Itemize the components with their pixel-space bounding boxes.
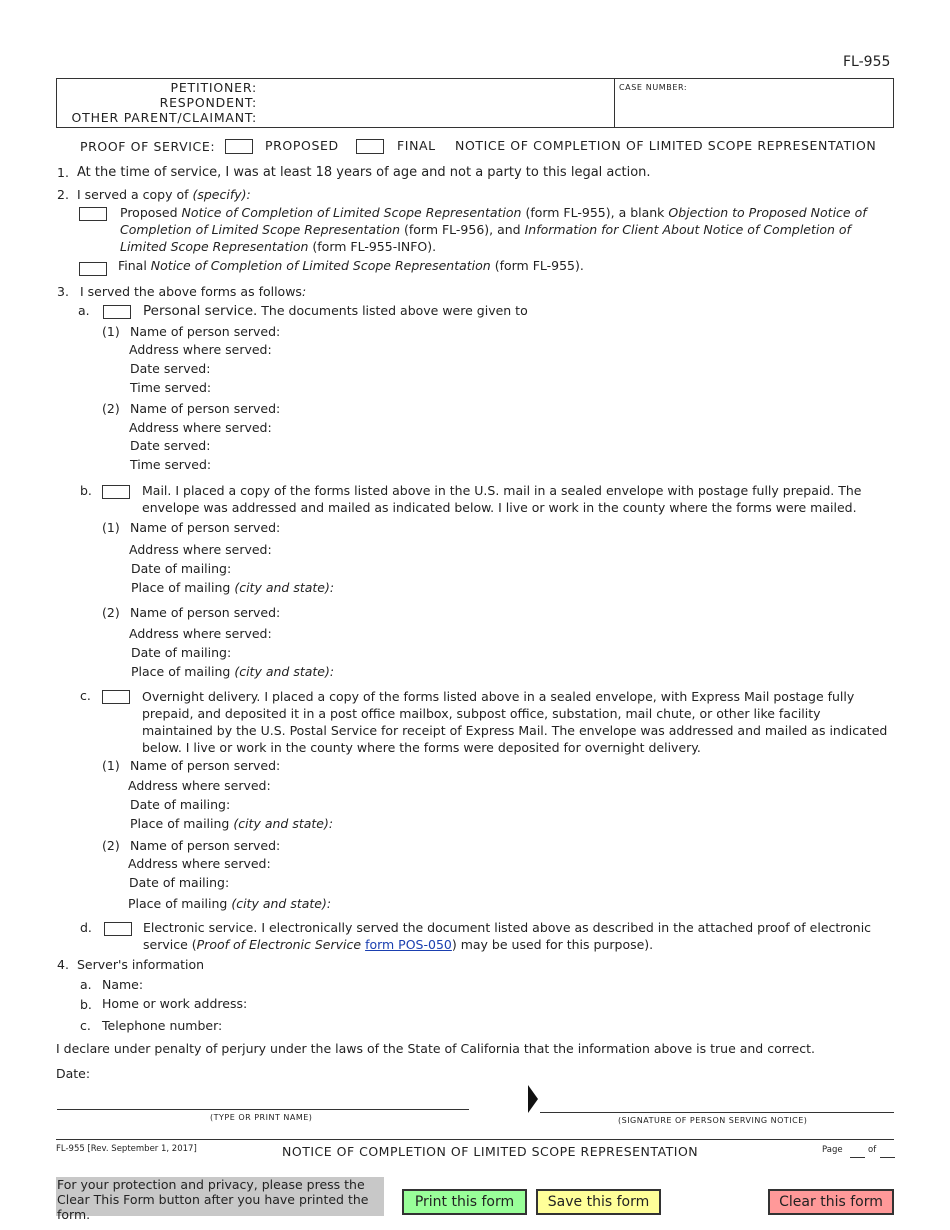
type-name-caption: (TYPE OR PRINT NAME) <box>210 1113 313 1122</box>
personal-2-name-label: Name of person served: <box>130 401 281 416</box>
overnight-1-address-label: Address where served: <box>128 778 271 793</box>
mail-text: Mail. I placed a copy of the forms listed above in the U.S. mail in a sealed envelope with postage fully prepaid. The envelope was addressed and mailed as indicated below. I live or work in the county where the forms were mailed. <box>142 483 862 515</box>
case-number-field[interactable] <box>616 94 892 126</box>
served-final-text: Final Notice of Completion of Limited Scope Representation (form FL-955). <box>118 258 584 273</box>
server-name-label: Name: <box>102 977 144 992</box>
pos-050-link[interactable]: form POS-050 <box>365 937 452 952</box>
mail-2-place-label: Place of mailing (city and state): <box>131 664 335 679</box>
item-2-intro: I served a copy of (specify): <box>77 187 251 202</box>
overnight-2-name-label: Name of person served: <box>130 838 281 853</box>
overnight-1-name-label: Name of person served: <box>130 758 281 773</box>
item-3a-letter: a. <box>78 303 90 318</box>
party-names-field[interactable] <box>258 80 612 126</box>
mail-1-place-label: Place of mailing (city and state): <box>131 580 335 595</box>
clear-button[interactable]: Clear this form <box>768 1189 894 1215</box>
overnight-checkbox[interactable] <box>102 690 130 704</box>
of-label: of <box>868 1145 877 1155</box>
case-number-label: CASE NUMBER: <box>619 83 688 92</box>
overnight-1-place-label: Place of mailing (city and state): <box>130 816 334 831</box>
overnight-2-place-label: Place of mailing (city and state): <box>128 896 332 911</box>
served-proposed-checkbox[interactable] <box>79 207 107 221</box>
proof-of-service-label: PROOF OF SERVICE: <box>80 139 216 154</box>
item-3-number: 3. <box>57 284 69 299</box>
personal-service-checkbox[interactable] <box>103 305 131 319</box>
total-pages-field[interactable] <box>880 1157 895 1158</box>
mail-2-address-label: Address where served: <box>129 626 272 641</box>
proposed-label: PROPOSED <box>265 138 339 153</box>
privacy-note: For your protection and privacy, please press the Clear This Form button after you have printed the form. <box>56 1177 384 1216</box>
type-name-line[interactable] <box>57 1109 469 1110</box>
mail-1-name-label: Name of person served: <box>130 520 281 535</box>
declaration-text: I declare under penalty of perjury under the laws of the State of California that the information above is true and correct. <box>56 1041 815 1056</box>
overnight-2-number: (2) <box>102 838 120 853</box>
personal-1-address-label: Address where served: <box>129 342 272 357</box>
personal-1-number: (1) <box>102 324 120 339</box>
page-label: Page <box>822 1145 843 1155</box>
personal-2-number: (2) <box>102 401 120 416</box>
footer-title: NOTICE OF COMPLETION OF LIMITED SCOPE REPRESENTATION <box>282 1144 699 1159</box>
mail-2-date-label: Date of mailing: <box>131 645 232 660</box>
item-1-number: 1. <box>57 165 69 180</box>
personal-2-address-label: Address where served: <box>129 420 272 435</box>
print-button[interactable]: Print this form <box>402 1189 527 1215</box>
served-proposed-text: Proposed Notice of Completion of Limited Scope Representation (form FL-955), a blank Objection to Proposed Notice of Completion of Limited Scope Representation (form FL-956), and Information for Client About Notice of Completion of Limited Scope Representation (form FL-955-INFO). <box>120 205 867 254</box>
server-address-letter: b. <box>80 997 92 1012</box>
personal-2-date-label: Date served: <box>130 438 211 453</box>
final-label: FINAL <box>397 138 436 153</box>
personal-1-date-label: Date served: <box>130 361 211 376</box>
page-number-field[interactable] <box>850 1157 865 1158</box>
overnight-1-number: (1) <box>102 758 120 773</box>
overnight-2-date-label: Date of mailing: <box>129 875 230 890</box>
mail-1-address-label: Address where served: <box>129 542 272 557</box>
form-number: FL-955 <box>843 54 891 70</box>
mail-1-number: (1) <box>102 520 120 535</box>
personal-service-text: Personal service. The documents listed above were given to <box>143 303 528 319</box>
server-phone-letter: c. <box>80 1018 91 1033</box>
revision-label: FL-955 [Rev. September 1, 2017] <box>56 1144 197 1154</box>
mail-2-number: (2) <box>102 605 120 620</box>
servers-information-heading: Server's information <box>77 957 205 972</box>
mail-1-date-label: Date of mailing: <box>131 561 232 576</box>
save-button[interactable]: Save this form <box>536 1189 661 1215</box>
footer-rule <box>56 1139 894 1140</box>
other-parent-label: OTHER PARENT/CLAIMANT: <box>71 110 257 125</box>
item-3-intro: I served the above forms as follows: <box>80 284 307 299</box>
electronic-service-text: Electronic service. I electronically served the document listed above as described in the attached proof of electronic service (Proof of Electronic Service form POS-050) may be used for this purpose). <box>143 920 872 952</box>
item-1-text: At the time of service, I was at least 18 years of age and not a party to this legal action. <box>77 165 651 180</box>
mail-checkbox[interactable] <box>102 485 130 499</box>
electronic-service-checkbox[interactable] <box>104 922 132 936</box>
server-name-letter: a. <box>80 977 92 992</box>
served-final-checkbox[interactable] <box>79 262 107 276</box>
item-4-number: 4. <box>57 957 69 972</box>
final-checkbox[interactable] <box>356 139 384 154</box>
server-phone-label: Telephone number: <box>102 1018 223 1033</box>
item-3b-letter: b. <box>80 483 92 498</box>
signature-line[interactable] <box>540 1112 894 1113</box>
personal-2-time-label: Time served: <box>130 457 212 472</box>
item-3c-letter: c. <box>80 688 91 703</box>
notice-title: NOTICE OF COMPLETION OF LIMITED SCOPE REPRESENTATION <box>455 138 877 153</box>
signature-caption: (SIGNATURE OF PERSON SERVING NOTICE) <box>618 1116 808 1125</box>
date-label: Date: <box>56 1066 91 1081</box>
server-address-label: Home or work address: <box>102 996 248 1011</box>
respondent-label: RESPONDENT: <box>159 95 257 110</box>
personal-1-name-label: Name of person served: <box>130 324 281 339</box>
personal-1-time-label: Time served: <box>130 380 212 395</box>
overnight-2-address-label: Address where served: <box>128 856 271 871</box>
item-2-number: 2. <box>57 187 69 202</box>
overnight-1-date-label: Date of mailing: <box>130 797 231 812</box>
item-3d-letter: d. <box>80 920 92 935</box>
mail-2-name-label: Name of person served: <box>130 605 281 620</box>
petitioner-label: PETITIONER: <box>170 80 257 95</box>
signature-arrow-icon <box>528 1085 538 1113</box>
proposed-checkbox[interactable] <box>225 139 253 154</box>
overnight-text: Overnight delivery. I placed a copy of the forms listed above in a sealed envelope, with Express Mail postage fully prepaid, and deposited it in a post office mailbox, subpost office, substation, mail chute, or other like facility maintained by the U.S. Postal Service for receipt of Express Mail. The envelope was addressed and mailed as indicated below. I live or work in the county where the forms were deposited for overnight delivery. <box>142 689 888 755</box>
